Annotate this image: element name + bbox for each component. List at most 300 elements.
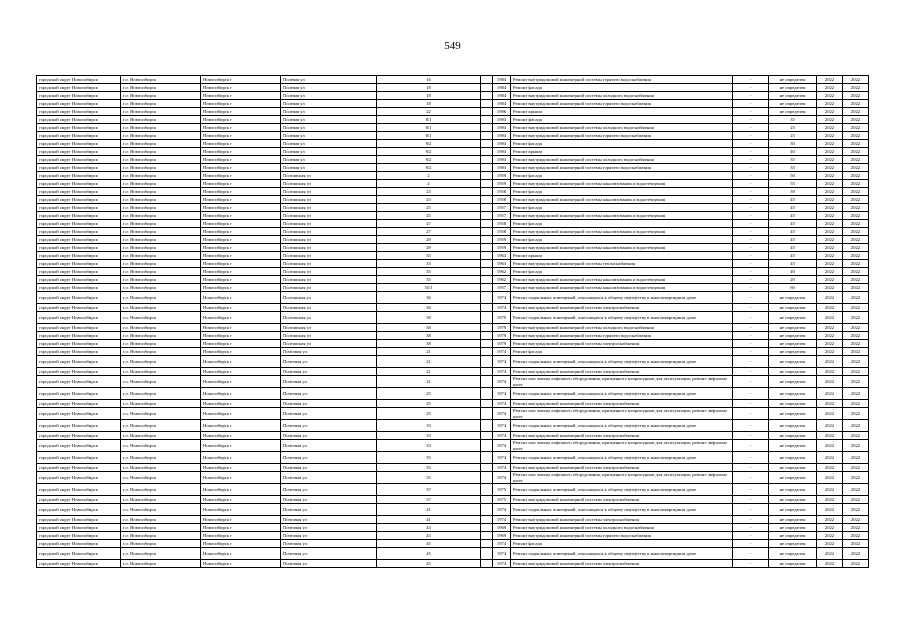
cell-volume: не определен <box>769 304 817 312</box>
cell-cost: - <box>733 400 769 408</box>
cell-municipality: г.о. Новосибирск <box>121 312 201 324</box>
cell-cost: - <box>733 484 769 496</box>
cell-empty <box>481 452 493 464</box>
cell-work-type: Ремонт фасада <box>511 236 733 244</box>
table-row <box>37 452 869 464</box>
cell-district: городской округ Новосибирск <box>37 156 121 164</box>
cell-cost: - <box>733 188 769 196</box>
cell-cost: - <box>733 92 769 100</box>
cell-street: Почтовая ул <box>281 464 377 472</box>
cell-year-end: 2022 <box>843 532 869 540</box>
cell-district: городской округ Новосибирск <box>37 472 121 484</box>
cell-year: 1979 <box>493 312 511 324</box>
cell-empty <box>481 268 493 276</box>
cell-volume: не определен <box>769 356 817 368</box>
cell-volume: 35 <box>769 164 817 172</box>
cell-year: 1974 <box>493 516 511 524</box>
cell-empty <box>481 76 493 84</box>
cell-year-start: 2022 <box>817 76 843 84</box>
cell-street: Полевая ул <box>281 116 377 124</box>
cell-municipality: г.о. Новосибирск <box>121 204 201 212</box>
cell-street: Полтавская ул <box>281 212 377 220</box>
cell-year-start: 2022 <box>817 276 843 284</box>
cell-house: 8/1 <box>377 116 481 124</box>
cell-volume: не определен <box>769 472 817 484</box>
cell-year: 1974 <box>493 472 511 484</box>
cell-cost: - <box>733 76 769 84</box>
cell-year: 1957 <box>493 284 511 292</box>
cell-work-type: Ремонт внутридомовой инженерной системы канализования и водоотведения <box>511 180 733 188</box>
cell-work-type: Ремонт или замена лифтового оборудования, признанного непригодным для эксплуатации, ремонт лифтовых шахт <box>511 376 733 388</box>
cell-work-type: Ремонт внутридомовой инженерной системы холодного водоснабжения <box>511 92 733 100</box>
cell-volume: 45 <box>769 252 817 260</box>
cell-work-type: Ремонт внутридомовой инженерной системы канализования и водоотведения <box>511 212 733 220</box>
cell-cost: - <box>733 244 769 252</box>
cell-year: 1959 <box>493 172 511 180</box>
cell-empty <box>481 388 493 400</box>
cell-year-start: 2022 <box>817 524 843 532</box>
cell-year-start: 2022 <box>817 164 843 172</box>
cell-district: городской округ Новосибирск <box>37 172 121 180</box>
cell-year: 1974 <box>493 464 511 472</box>
cell-year: 1983 <box>493 140 511 148</box>
cell-year-start: 2022 <box>817 532 843 540</box>
cell-cost: - <box>733 276 769 284</box>
cell-work-type: Ремонт внутридомовой инженерной системы горячего водоснабжения <box>511 100 733 108</box>
cell-house: 25 <box>377 408 481 420</box>
cell-volume: 40 <box>769 148 817 156</box>
cell-year: 1979 <box>493 324 511 332</box>
cell-volume: не определен <box>769 548 817 560</box>
cell-work-type: Ремонт внутридомовой инженерной системы электроснабжения <box>511 432 733 440</box>
table-row <box>37 148 869 156</box>
cell-cost: - <box>733 332 769 340</box>
cell-locality: Новосибирск г <box>201 388 281 400</box>
table-row <box>37 376 869 388</box>
cell-year: 1974 <box>493 348 511 356</box>
cell-district: городской округ Новосибирск <box>37 84 121 92</box>
cell-house: 25 <box>377 204 481 212</box>
cell-district: городской округ Новосибирск <box>37 164 121 172</box>
cell-volume: не определен <box>769 504 817 516</box>
cell-work-type: Ремонт подвальных помещений, относящихся к общему имуществу в многоквартирном доме <box>511 388 733 400</box>
cell-street: Полтавская ул <box>281 196 377 204</box>
cell-street: Почтовая ул <box>281 376 377 388</box>
cell-house: 21 <box>377 376 481 388</box>
cell-locality: Новосибирск г <box>201 332 281 340</box>
cell-district: городской округ Новосибирск <box>37 524 121 532</box>
table-row <box>37 252 869 260</box>
cell-municipality: г.о. Новосибирск <box>121 220 201 228</box>
cell-municipality: г.о. Новосибирск <box>121 76 201 84</box>
cell-year: 1974 <box>493 304 511 312</box>
cell-empty <box>481 400 493 408</box>
cell-street: Почтовая ул <box>281 532 377 540</box>
cell-year-end: 2022 <box>843 140 869 148</box>
cell-year-start: 2022 <box>817 312 843 324</box>
cell-district: городской округ Новосибирск <box>37 408 121 420</box>
cell-cost: - <box>733 252 769 260</box>
cell-locality: Новосибирск г <box>201 484 281 496</box>
cell-house: 35 <box>377 268 481 276</box>
cell-house: 27 <box>377 228 481 236</box>
cell-empty <box>481 464 493 472</box>
cell-street: Полевая ул <box>281 140 377 148</box>
cell-cost: - <box>733 452 769 464</box>
cell-cost: - <box>733 340 769 348</box>
table-row <box>37 236 869 244</box>
cell-year-end: 2022 <box>843 332 869 340</box>
cell-municipality: г.о. Новосибирск <box>121 172 201 180</box>
cell-municipality: г.о. Новосибирск <box>121 140 201 148</box>
cell-year-end: 2022 <box>843 496 869 504</box>
cell-street: Полтавская ул <box>281 228 377 236</box>
cell-house: 36 <box>377 304 481 312</box>
table-row <box>37 388 869 400</box>
cell-year: 1983 <box>493 116 511 124</box>
cell-work-type: Ремонт фасада <box>511 540 733 548</box>
cell-empty <box>481 92 493 100</box>
cell-volume: не определен <box>769 464 817 472</box>
cell-municipality: г.о. Новосибирск <box>121 124 201 132</box>
cell-year-end: 2022 <box>843 180 869 188</box>
cell-street: Почтовая ул <box>281 472 377 484</box>
table-row <box>37 204 869 212</box>
cell-municipality: г.о. Новосибирск <box>121 236 201 244</box>
cell-empty <box>481 156 493 164</box>
cell-district: городской округ Новосибирск <box>37 340 121 348</box>
cell-locality: Новосибирск г <box>201 236 281 244</box>
cell-cost: - <box>733 148 769 156</box>
cell-street: Полтавская ул <box>281 220 377 228</box>
cell-work-type: Ремонт подвальных помещений, относящихся к общему имуществу в многоквартирном доме <box>511 356 733 368</box>
cell-cost: - <box>733 268 769 276</box>
cell-year-start: 2022 <box>817 268 843 276</box>
cell-cost: - <box>733 84 769 92</box>
cell-year-end: 2022 <box>843 156 869 164</box>
table-row <box>37 560 869 568</box>
cell-year-end: 2022 <box>843 84 869 92</box>
page-number: 549 <box>444 40 461 52</box>
cell-locality: Новосибирск г <box>201 156 281 164</box>
cell-year-end: 2022 <box>843 376 869 388</box>
cell-volume: 45 <box>769 260 817 268</box>
cell-empty <box>481 108 493 116</box>
cell-volume: не определен <box>769 432 817 440</box>
cell-year: 1959 <box>493 236 511 244</box>
table-row <box>37 276 869 284</box>
cell-cost: - <box>733 432 769 440</box>
cell-work-type: Ремонт фасада <box>511 116 733 124</box>
cell-house: 25 <box>377 388 481 400</box>
cell-street: Полтавская ул <box>281 268 377 276</box>
cell-municipality: г.о. Новосибирск <box>121 196 201 204</box>
cell-locality: Новосибирск г <box>201 76 281 84</box>
cell-cost: - <box>733 548 769 560</box>
cell-work-type: Ремонт или замена лифтового оборудования, признанного непригодным для эксплуатации, ремонт лифтовых шахт <box>511 472 733 484</box>
cell-district: городской округ Новосибирск <box>37 148 121 156</box>
cell-year: 1983 <box>493 164 511 172</box>
cell-year: 1958 <box>493 196 511 204</box>
cell-year: 1974 <box>493 440 511 452</box>
cell-house: 43 <box>377 524 481 532</box>
cell-municipality: г.о. Новосибирск <box>121 560 201 568</box>
cell-cost: - <box>733 220 769 228</box>
cell-house: 35 <box>377 464 481 472</box>
cell-locality: Новосибирск г <box>201 516 281 524</box>
cell-empty <box>481 376 493 388</box>
cell-empty <box>481 432 493 440</box>
cell-year-end: 2022 <box>843 188 869 196</box>
cell-year-end: 2022 <box>843 504 869 516</box>
cell-cost: - <box>733 116 769 124</box>
cell-street: Полтавская ул <box>281 304 377 312</box>
cell-work-type: Ремонт внутридомовой инженерной системы канализования и водоотведения <box>511 196 733 204</box>
cell-year-end: 2022 <box>843 524 869 532</box>
table-row <box>37 84 869 92</box>
cell-house: 21 <box>377 348 481 356</box>
table-row <box>37 196 869 204</box>
cell-year-start: 2022 <box>817 400 843 408</box>
cell-year: 1963 <box>493 252 511 260</box>
table-row <box>37 504 869 516</box>
cell-year-start: 2022 <box>817 116 843 124</box>
cell-district: городской округ Новосибирск <box>37 100 121 108</box>
cell-volume: 45 <box>769 212 817 220</box>
cell-house: 2 <box>377 180 481 188</box>
table-row <box>37 228 869 236</box>
cell-locality: Новосибирск г <box>201 540 281 548</box>
cell-municipality: г.о. Новосибирск <box>121 284 201 292</box>
cell-year: 1974 <box>493 368 511 376</box>
cell-work-type: Ремонт фасада <box>511 140 733 148</box>
cell-house: 38 <box>377 340 481 348</box>
table-row <box>37 292 869 304</box>
cell-street: Полтавская ул <box>281 260 377 268</box>
cell-work-type: Ремонт фасада <box>511 172 733 180</box>
cell-volume: 45 <box>769 196 817 204</box>
cell-locality: Новосибирск г <box>201 220 281 228</box>
cell-year: 1974 <box>493 504 511 516</box>
cell-locality: Новосибирск г <box>201 148 281 156</box>
cell-locality: Новосибирск г <box>201 204 281 212</box>
cell-work-type: Ремонт подвальных помещений, относящихся к общему имуществу в многоквартирном доме <box>511 548 733 560</box>
cell-municipality: г.о. Новосибирск <box>121 432 201 440</box>
cell-district: городской округ Новосибирск <box>37 140 121 148</box>
cell-municipality: г.о. Новосибирск <box>121 212 201 220</box>
cell-district: городской округ Новосибирск <box>37 540 121 548</box>
cell-year-start: 2022 <box>817 332 843 340</box>
cell-year-start: 2022 <box>817 348 843 356</box>
cell-district: городской округ Новосибирск <box>37 260 121 268</box>
repair-schedule-table <box>36 75 869 568</box>
cell-municipality: г.о. Новосибирск <box>121 252 201 260</box>
cell-street: Почтовая ул <box>281 524 377 532</box>
cell-year-start: 2022 <box>817 464 843 472</box>
cell-district: городской округ Новосибирск <box>37 348 121 356</box>
cell-district: городской округ Новосибирск <box>37 204 121 212</box>
cell-street: Полевая ул <box>281 92 377 100</box>
cell-year: 1983 <box>493 124 511 132</box>
cell-volume: не определен <box>769 420 817 432</box>
cell-year: 1974 <box>493 432 511 440</box>
cell-locality: Новосибирск г <box>201 100 281 108</box>
cell-year-end: 2022 <box>843 124 869 132</box>
cell-municipality: г.о. Новосибирск <box>121 156 201 164</box>
cell-empty <box>481 472 493 484</box>
cell-year: 1974 <box>493 560 511 568</box>
cell-volume: не определен <box>769 524 817 532</box>
cell-house: 43 <box>377 532 481 540</box>
cell-empty <box>481 560 493 568</box>
cell-house: 38 <box>377 312 481 324</box>
cell-locality: Новосибирск г <box>201 260 281 268</box>
cell-cost: - <box>733 560 769 568</box>
table-row <box>37 408 869 420</box>
cell-work-type: Ремонт подвальных помещений, относящихся к общему имуществу в многоквартирном доме <box>511 484 733 496</box>
cell-cost: - <box>733 532 769 540</box>
cell-house: 8/2 <box>377 156 481 164</box>
cell-locality: Новосибирск г <box>201 244 281 252</box>
cell-cost: - <box>733 228 769 236</box>
cell-street: Полтавская ул <box>281 236 377 244</box>
cell-district: городской округ Новосибирск <box>37 244 121 252</box>
cell-street: Почтовая ул <box>281 420 377 432</box>
cell-year-start: 2022 <box>817 516 843 524</box>
cell-house: 35 <box>377 472 481 484</box>
cell-year-end: 2022 <box>843 252 869 260</box>
cell-municipality: г.о. Новосибирск <box>121 180 201 188</box>
cell-municipality: г.о. Новосибирск <box>121 540 201 548</box>
cell-year: 1984 <box>493 76 511 84</box>
cell-district: городской округ Новосибирск <box>37 400 121 408</box>
cell-year-start: 2022 <box>817 472 843 484</box>
cell-work-type: Ремонт внутридомовой инженерной системы горячего водоснабжения <box>511 76 733 84</box>
cell-work-type: Ремонт фасада <box>511 188 733 196</box>
cell-empty <box>481 188 493 196</box>
cell-volume: не определен <box>769 100 817 108</box>
cell-year-end: 2022 <box>843 340 869 348</box>
cell-year-end: 2022 <box>843 368 869 376</box>
cell-district: городской округ Новосибирск <box>37 212 121 220</box>
cell-empty <box>481 484 493 496</box>
cell-year-start: 2022 <box>817 172 843 180</box>
cell-work-type: Ремонт внутридомовой инженерной системы электроснабжения <box>511 464 733 472</box>
cell-year: 1959 <box>493 244 511 252</box>
cell-empty <box>481 548 493 560</box>
cell-year-start: 2022 <box>817 452 843 464</box>
cell-work-type: Ремонт внутридомовой инженерной системы канализования и водоотведения <box>511 228 733 236</box>
cell-locality: Новосибирск г <box>201 180 281 188</box>
cell-district: городской округ Новосибирск <box>37 432 121 440</box>
cell-year: 1974 <box>493 400 511 408</box>
table-row <box>37 496 869 504</box>
cell-municipality: г.о. Новосибирск <box>121 116 201 124</box>
cell-year-start: 2022 <box>817 304 843 312</box>
cell-house: 8/1 <box>377 132 481 140</box>
cell-volume: не определен <box>769 368 817 376</box>
cell-locality: Новосибирск г <box>201 140 281 148</box>
cell-street: Полтавская ул <box>281 188 377 196</box>
cell-year-start: 2022 <box>817 260 843 268</box>
cell-year-start: 2022 <box>817 228 843 236</box>
cell-street: Полтавская ул <box>281 324 377 332</box>
table-row <box>37 284 869 292</box>
cell-year-end: 2022 <box>843 196 869 204</box>
cell-street: Полтавская ул <box>281 244 377 252</box>
cell-year-start: 2022 <box>817 368 843 376</box>
cell-year-start: 2022 <box>817 188 843 196</box>
cell-year: 1979 <box>493 340 511 348</box>
cell-locality: Новосибирск г <box>201 188 281 196</box>
cell-volume: не определен <box>769 340 817 348</box>
table-row <box>37 548 869 560</box>
table-row <box>37 516 869 524</box>
cell-volume: не определен <box>769 348 817 356</box>
cell-year-start: 2022 <box>817 340 843 348</box>
cell-year-end: 2022 <box>843 548 869 560</box>
cell-municipality: г.о. Новосибирск <box>121 496 201 504</box>
cell-empty <box>481 212 493 220</box>
cell-year-end: 2022 <box>843 236 869 244</box>
table-row <box>37 108 869 116</box>
cell-municipality: г.о. Новосибирск <box>121 84 201 92</box>
cell-year-start: 2022 <box>817 220 843 228</box>
cell-volume: не определен <box>769 76 817 84</box>
cell-year: 1974 <box>493 540 511 548</box>
cell-work-type: Ремонт крыши <box>511 108 733 116</box>
cell-municipality: г.о. Новосибирск <box>121 260 201 268</box>
cell-street: Полевая ул <box>281 148 377 156</box>
cell-work-type: Ремонт внутридомовой инженерной системы электроснабжения <box>511 496 733 504</box>
cell-locality: Новосибирск г <box>201 212 281 220</box>
cell-volume: 35 <box>769 156 817 164</box>
cell-empty <box>481 228 493 236</box>
cell-house: 18 <box>377 100 481 108</box>
cell-year-start: 2022 <box>817 84 843 92</box>
cell-year-end: 2022 <box>843 388 869 400</box>
cell-municipality: г.о. Новосибирск <box>121 164 201 172</box>
cell-year: 1974 <box>493 420 511 432</box>
cell-empty <box>481 516 493 524</box>
cell-year-end: 2022 <box>843 440 869 452</box>
cell-empty <box>481 260 493 268</box>
cell-municipality: г.о. Новосибирск <box>121 356 201 368</box>
table-row <box>37 368 869 376</box>
cell-empty <box>481 140 493 148</box>
cell-year-end: 2022 <box>843 400 869 408</box>
cell-house: 21 <box>377 356 481 368</box>
cell-house: 38 <box>377 332 481 340</box>
cell-volume: 45 <box>769 228 817 236</box>
cell-year-start: 2022 <box>817 432 843 440</box>
cell-year-start: 2022 <box>817 236 843 244</box>
cell-district: городской округ Новосибирск <box>37 312 121 324</box>
cell-work-type: Ремонт внутридомовой инженерной системы электроснабжения <box>511 560 733 568</box>
cell-locality: Новосибирск г <box>201 432 281 440</box>
cell-locality: Новосибирск г <box>201 532 281 540</box>
cell-year-end: 2022 <box>843 464 869 472</box>
cell-work-type: Ремонт внутридомовой инженерной системы холодного водоснабжения <box>511 324 733 332</box>
table-row <box>37 440 869 452</box>
cell-street: Полтавская ул <box>281 180 377 188</box>
table-row <box>37 260 869 268</box>
cell-municipality: г.о. Новосибирск <box>121 340 201 348</box>
cell-locality: Новосибирск г <box>201 524 281 532</box>
cell-cost: - <box>733 172 769 180</box>
cell-year: 1962 <box>493 268 511 276</box>
cell-year: 1959 <box>493 180 511 188</box>
